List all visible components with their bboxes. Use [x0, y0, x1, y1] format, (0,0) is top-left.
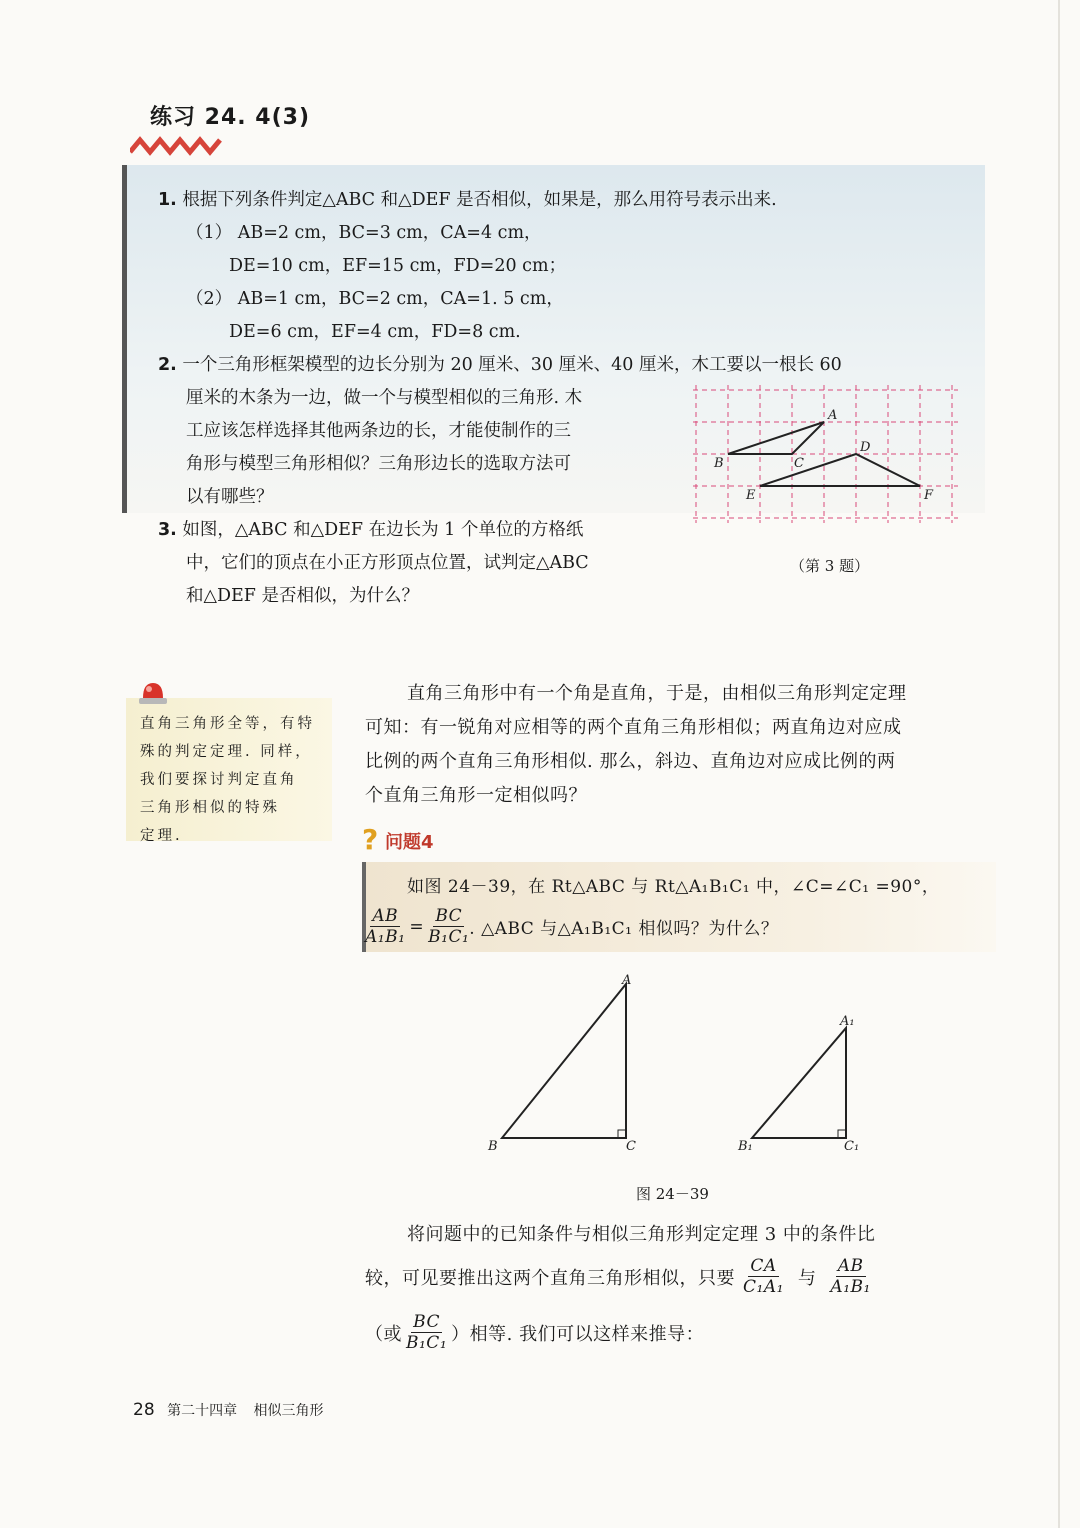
q3-line1: [158, 516, 583, 541]
conclusion-line3-pre: （或: [365, 1323, 402, 1345]
label-b: B: [714, 456, 724, 471]
q3-line2: 中，它们的顶点在小正方形顶点位置，试判定△ABC: [186, 553, 589, 573]
q1-part2-line2: DE=6 cm，EF=4 cm，FD=8 cm.: [229, 322, 521, 342]
fig-label-a1: A₁: [840, 1014, 855, 1029]
fraction-bc-2: $\frac{BC}{\text{B₁C₁}}$: [406, 1312, 448, 1353]
intro-line3: 比例的两个直角三角形相似. 那么，斜边、直角边对应成比例的两: [365, 751, 896, 772]
question-mark-icon: [360, 824, 382, 854]
label-a: A: [828, 408, 838, 423]
conclusion-line2: [365, 1256, 871, 1297]
note-line5: 定理.: [140, 828, 183, 844]
grid-figure: [688, 385, 963, 525]
fraction-ca: $\frac{CA}{\text{C₁A₁}}$: [743, 1256, 784, 1297]
grid-caption: （第 3 题）: [790, 557, 870, 575]
triangle-a1b1c1-right: [752, 1028, 846, 1138]
problem-line2-text: . △ABC 与△A₁B₁C₁ 相似吗？为什么？: [469, 919, 779, 939]
q1-part1-line2: DE=10 cm，EF=15 cm，FD=20 cm；: [229, 256, 567, 276]
page-number: 28: [133, 1400, 155, 1420]
conclusion-line2-text: 较，可见要推出这两个直角三角形相似，只要: [365, 1267, 735, 1289]
conclusion-line3-post: ）相等. 我们可以这样来推导：: [451, 1323, 705, 1345]
q1: [158, 186, 777, 211]
q2-line2: 厘米的木条为一边，做一个与模型相似的三角形. 木: [186, 388, 583, 408]
label-e: E: [746, 488, 756, 503]
q3-line3: 和△DEF 是否相似，为什么？: [186, 586, 419, 606]
q2-number: 2.: [158, 355, 177, 375]
section-name: 相似三角形: [253, 1403, 324, 1419]
triangle-abc: [728, 422, 824, 454]
chapter-name: 第二十四章: [167, 1403, 238, 1419]
intro-line4: 个直角三角形一定相似吗？: [365, 785, 587, 806]
q3-number: 3.: [158, 520, 177, 540]
q2-line4: 角形与模型三角形相似？三角形边长的选取方法可: [186, 454, 571, 474]
q2-line5: 以有哪些？: [186, 487, 274, 507]
svg-text:?: ?: [362, 824, 379, 854]
exercise-title: 练习 24. 4(3): [150, 105, 311, 130]
problem-line1: 如图 24－39，在 Rt△ABC 与 Rt△A₁B₁C₁ 中，∠C=∠C₁ =90°，: [407, 877, 940, 897]
q1-text: 根据下列条件判定△ABC 和△DEF 是否相似，如果是，那么用符号表示出来.: [182, 190, 777, 210]
triangle-abc-right: [502, 984, 626, 1138]
problem-title: 问题4: [385, 832, 434, 853]
fig-label-c1: C₁: [844, 1139, 860, 1154]
q2-line3: 工应该怎样选择其他两条边的长，才能使制作的三: [186, 421, 571, 441]
fraction-ab-2: $\frac{AB}{\text{A₁B₁}}$: [830, 1256, 871, 1297]
note-line3: 我们要探讨判定直角: [140, 772, 298, 788]
note-line2: 殊的判定定理. 同样，: [140, 744, 313, 760]
q2-text: 一个三角形框架模型的边长分别为 20 厘米、30 厘米、40 厘米，木工要以一根长 60: [182, 355, 842, 375]
fig-label-a: A: [622, 973, 632, 988]
q3-text: 如图，△ABC 和△DEF 在边长为 1 个单位的方格纸: [182, 520, 584, 540]
fraction-ab: $\frac{AB}{\text{A₁B₁}}$: [365, 906, 406, 947]
label-c: C: [794, 456, 804, 471]
q1-part1-line1: （1） AB=2 cm，BC=3 cm，CA=4 cm，: [186, 223, 542, 243]
figure-caption: 图 24－39: [636, 1185, 709, 1203]
note-line4: 三角形相似的特殊: [140, 800, 280, 816]
fraction-bc: $\frac{BC}{\text{B₁C₁}}$: [428, 906, 470, 947]
alarm-light-icon: [136, 680, 170, 706]
label-d: D: [860, 440, 871, 455]
figure-24-39: [480, 970, 880, 1160]
q1-part2-line1: （2） AB=1 cm，BC=2 cm，CA=1. 5 cm，: [186, 289, 564, 309]
intro-line2: 可知：有一锐角对应相等的两个直角三角形相似；两直角边对应成: [365, 717, 902, 738]
fig-label-c: C: [626, 1139, 636, 1154]
page-edge: [1058, 0, 1060, 1528]
problem-line2: $\frac{AB}{\text{A₁B₁}}$ = $\frac{BC}{\text{B₁C₁}}$ . △ABC 与△A₁B₁C₁ 相似吗？为什么？: [365, 906, 779, 947]
fig-label-b1: B₁: [738, 1139, 753, 1154]
zigzag-decoration: [130, 130, 225, 156]
conclusion-and: 与: [797, 1267, 817, 1289]
triangle-def: [760, 454, 920, 486]
intro-line1: 直角三角形中有一个角是直角，于是，由相似三角形判定定理: [407, 683, 907, 704]
conclusion-line1: 将问题中的已知条件与相似三角形判定定理 3 中的条件比: [407, 1224, 876, 1245]
q1-number: 1.: [158, 190, 177, 210]
label-f: F: [924, 488, 934, 503]
page-footer: [133, 1400, 324, 1420]
conclusion-line3: [365, 1312, 704, 1353]
q2-line1: [158, 351, 842, 376]
fig-label-b: B: [488, 1139, 498, 1154]
note-line1: 直角三角形全等，有特: [140, 716, 315, 732]
